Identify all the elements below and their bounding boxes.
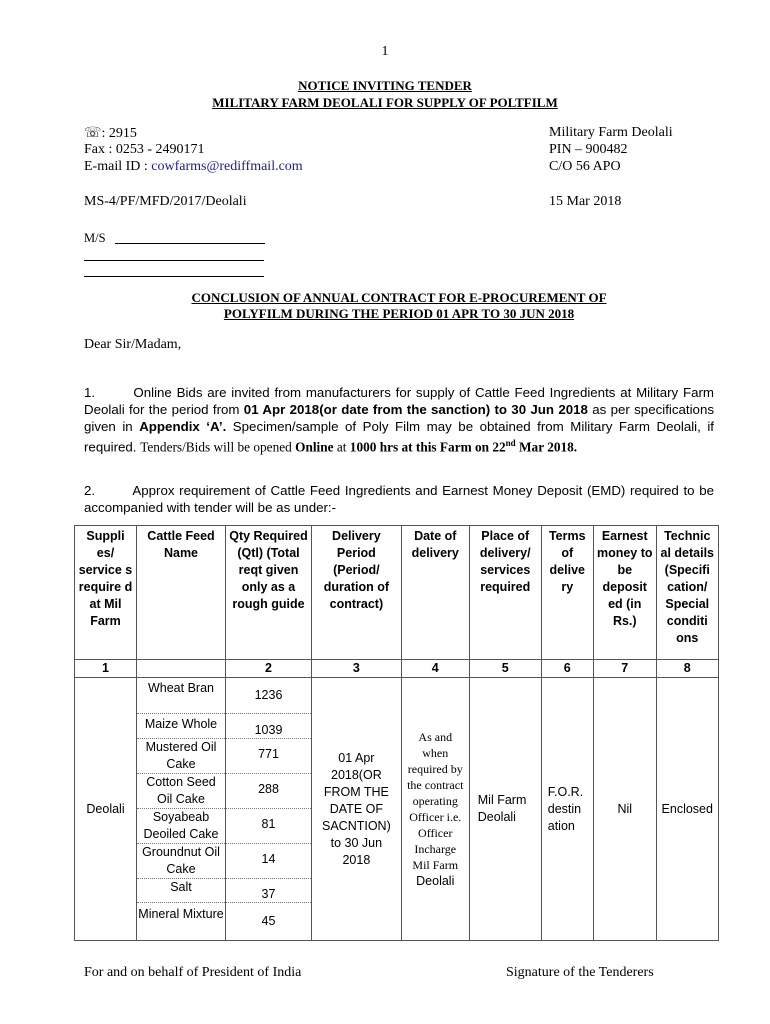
qty-item: 1236 [226,678,311,714]
feed-item: Mustered Oil Cake [137,739,225,774]
col-number: 6 [541,660,593,678]
paragraph-1 [84,384,714,455]
feed-names-cell [137,678,226,941]
title-line-1: NOTICE INVITING TENDER [298,78,472,93]
para-1-online: Online [295,439,334,455]
quantities-cell [226,678,312,941]
para-1-period: 01 Apr 2018(or date from the sanction) to 30 Jun 2018 [243,402,588,417]
title-line-2: MILITARY FARM DEOLALI FOR SUPPLY OF POLTFILM [212,95,558,110]
para-1-text-3: Specimen/sample of Poly Film may be obtained from Military Farm Deolali, if required. [84,419,714,455]
header-earnest-money: Earnest money to be deposit ed (in Rs.) [593,526,656,660]
para-2-number: 2. [84,483,96,498]
col-number: 4 [401,660,469,678]
table-body-row [75,678,719,941]
para-1-number: 1. [84,385,96,400]
page-number: 1 [381,44,389,59]
emd-cell: Nil [593,678,656,941]
delivery-period-cell: 01 Apr 2018(OR FROM THE DATE OF SACNTION) to 30 Jun 2018 [312,678,402,941]
feed-item: Maize Whole [137,714,225,739]
qty-item: 1039 [226,714,311,739]
footer-right: Signature of the Tenderers [506,965,654,980]
header-delivery-period: Delivery Period (Period/ duration of contract) [312,526,402,660]
ms-blank-line-2 [84,260,264,261]
header-date-of-delivery: Date of delivery [401,526,469,660]
ms-label: M/S [84,231,106,245]
qty-item: 288 [226,774,311,809]
column-number-row [75,660,719,678]
footer-left: For and on behalf of President of India [84,965,302,980]
para-1-text-2: as per specifications given in [84,402,714,434]
date-of-delivery-place: Deolali [416,873,455,888]
technical-cell: Enclosed [656,678,718,941]
para-1-opening-time: 1000 hrs at this Farm on 22 [349,439,506,455]
qty-item: 37 [226,879,311,903]
reference-number: MS-4/PF/MFD/2017/Deolali [84,194,247,209]
para-2-text: Approx requirement of Cattle Feed Ingredients and Earnest Money Deposit (EMD) required to be accompanied with tender will be as under:- [84,483,714,515]
place-of-delivery-cell: Mil Farm Deolali [469,678,541,941]
address-line-2: PIN – 900482 [549,142,628,157]
para-1-text-5: at [333,439,350,455]
para-1-text-4: Tenders/Bids will be opened [140,439,296,455]
ms-blank-line-1 [115,243,265,244]
requirement-table [74,525,719,941]
header-technical: Technic al details (Specifi cation/ Special conditi ons [656,526,718,660]
address-line-3: C/O 56 APO [549,159,621,174]
date-of-delivery-text: As and when required by the contract operating Officer i.e. Officer Incharge Mil Farm [407,729,464,872]
feed-item: Groundnut Oil Cake [137,844,225,879]
para-1-text-1: Online Bids are invited from manufacturers for supply of Cattle Feed Ingredients at Military Farm Deolali for the period from [84,385,714,417]
qty-item: 14 [226,844,311,879]
feed-item: Cotton Seed Oil Cake [137,774,225,809]
phone-line [84,125,137,142]
para-1-opening-date: Mar 2018. [515,439,578,455]
header-place-of-delivery: Place of delivery/ services required [469,526,541,660]
date-of-delivery-cell [401,678,469,941]
para-1-superscript: nd [505,438,516,448]
ms-blank-line-3 [84,276,264,277]
header-qty: Qty Required (Qtl) (Total reqt given only as a rough guide [226,526,312,660]
qty-item: 771 [226,739,311,774]
col-number: 1 [75,660,137,678]
paragraph-2 [84,482,714,516]
salutation: Dear Sir/Madam, [84,337,182,352]
qty-item: 81 [226,809,311,844]
subject-line-1: CONCLUSION OF ANNUAL CONTRACT FOR E-PROCUREMENT OF [191,290,607,305]
email-label: E-mail ID : [84,159,152,174]
col-number [137,660,226,678]
terms-cell: F.O.R. destin ation [541,678,593,941]
header-terms: Terms of delive ry [541,526,593,660]
col-number: 7 [593,660,656,678]
fax-line: Fax : 0253 - 2490171 [84,142,205,157]
header-supplies: Suppli es/ service s require d at Mil Farm [75,526,137,660]
email-link[interactable]: cowfarms@rediffmail.com [151,159,303,174]
table-header-row [75,526,719,660]
col-number: 8 [656,660,718,678]
feed-item: Wheat Bran [137,678,225,714]
telephone-icon: ☏ [84,126,102,141]
col-number: 2 [226,660,312,678]
col-number: 3 [312,660,402,678]
qty-item: 45 [261,914,276,928]
email-line [84,159,303,175]
para-1-appendix: Appendix ‘A’. [139,419,227,434]
phone-number: : 2915 [101,126,137,141]
col-number: 5 [469,660,541,678]
subject-line-2: POLYFILM DURING THE PERIOD 01 APR TO 30 JUN 2018 [223,306,575,321]
feed-item: Mineral Mixture [138,907,224,921]
feed-item: Soyabeab Deoiled Cake [137,809,225,844]
address-line-1: Military Farm Deolali [549,125,673,140]
supplies-location: Deolali [75,678,137,941]
header-cattle-feed-name: Cattle Feed Name [137,526,226,660]
letter-date: 15 Mar 2018 [549,194,622,209]
feed-item: Salt [137,879,225,903]
